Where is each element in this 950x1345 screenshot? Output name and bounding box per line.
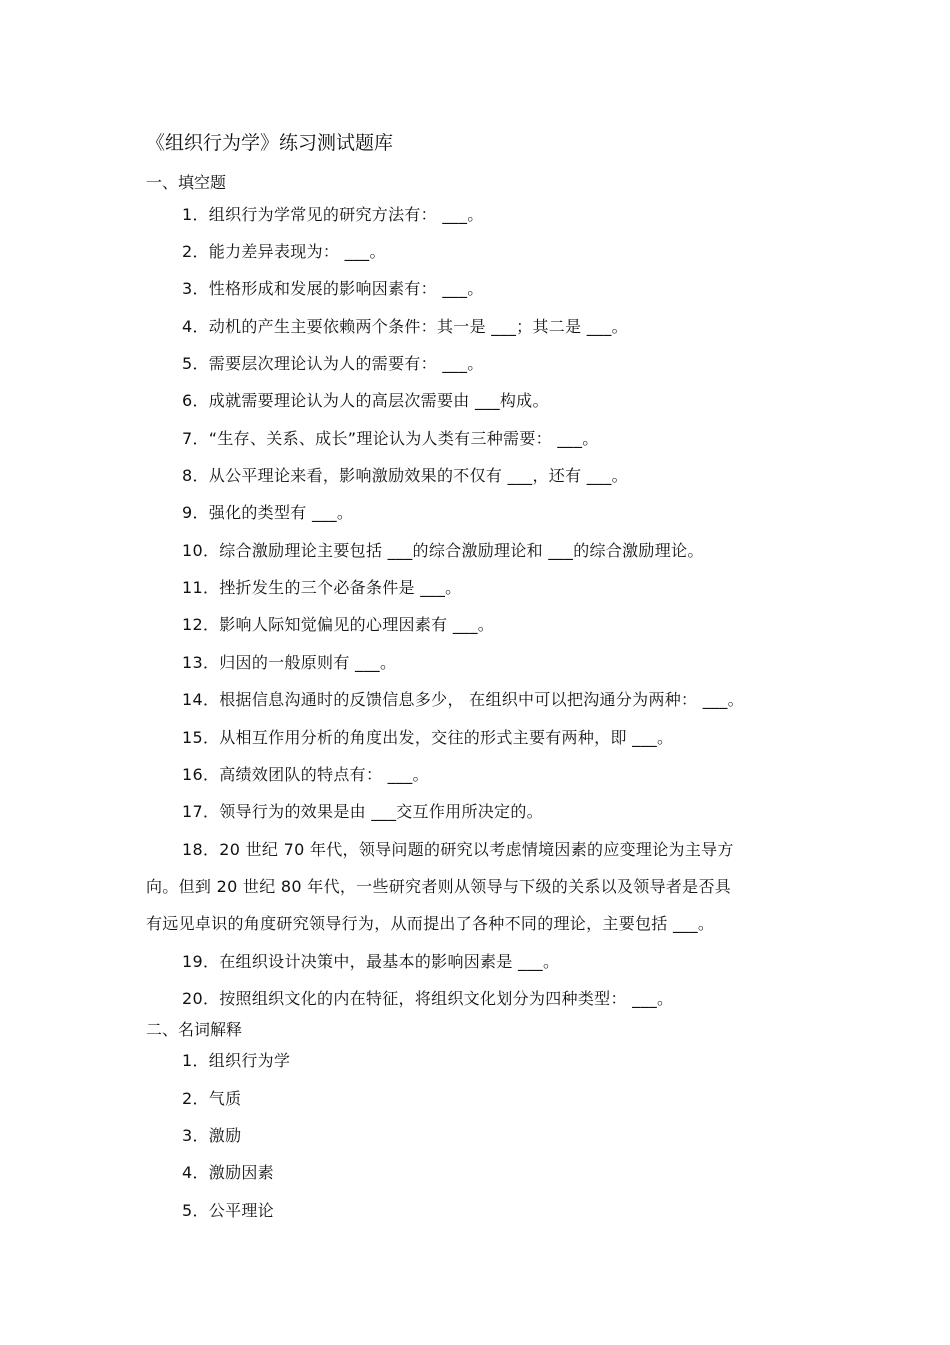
question-13: 13．归因的一般原则有 ___。 xyxy=(182,653,397,672)
question-17: 17．领导行为的效果是由 ___交互作用所决定的。 xyxy=(182,802,543,821)
question-9: 9．强化的类型有 ___。 xyxy=(182,503,354,522)
question-15: 15．从相互作用分析的角度出发，交往的形式主要有两种，即 ___。 xyxy=(182,728,674,747)
term-4: 4．激励因素 xyxy=(182,1163,274,1182)
question-18-line-1: 18．20 世纪 70 年代，领导问题的研究以考虑情境因素的应变理论为主导方 xyxy=(182,840,734,859)
question-3: 3．性格形成和发展的影响因素有： ___。 xyxy=(182,279,484,298)
term-5: 5．公平理论 xyxy=(182,1201,274,1220)
question-6: 6．成就需要理论认为人的高层次需要由 ___构成。 xyxy=(182,391,549,410)
question-5: 5．需要层次理论认为人的需要有： ___。 xyxy=(182,354,484,373)
question-20: 20．按照组织文化的内在特征，将组织文化划分为四种类型： ___。 xyxy=(182,989,674,1008)
question-18-line-2: 向。但到 20 世纪 80 年代，一些研究者则从领导与下级的关系以及领导者是否具 xyxy=(146,877,732,896)
document-title: 《组织行为学》练习测试题库 xyxy=(146,132,394,154)
question-11: 11．挫折发生的三个必备条件是 ___。 xyxy=(182,578,462,597)
question-18-line-3: 有远见卓识的角度研究领导行为，从而提出了各种不同的理论，主要包括 ___。 xyxy=(146,914,715,933)
term-1: 1．组织行为学 xyxy=(182,1051,291,1070)
question-8: 8．从公平理论来看，影响激励效果的不仅有 ___，还有 ___。 xyxy=(182,466,628,485)
question-12: 12．影响人际知觉偏见的心理因素有 ___。 xyxy=(182,615,495,634)
section-heading-term-definitions: 二、名词解释 xyxy=(146,1020,243,1039)
term-3: 3．激励 xyxy=(182,1126,242,1145)
question-19: 19．在组织设计决策中，最基本的影响因素是 ___。 xyxy=(182,952,560,971)
question-16: 16．高绩效团队的特点有： ___。 xyxy=(182,765,429,784)
question-7: 7．“生存、关系、成长”理论认为人类有三种需要： ___。 xyxy=(182,429,599,448)
question-1: 1．组织行为学常见的研究方法有： ___。 xyxy=(182,205,484,224)
term-2: 2．气质 xyxy=(182,1089,242,1108)
question-10: 10．综合激励理论主要包括 ___的综合激励理论和 ___的综合激励理论。 xyxy=(182,541,704,560)
question-14: 14．根据信息沟通时的反馈信息多少， 在组织中可以把沟通分为两种： ___。 xyxy=(182,690,744,709)
question-4: 4．动机的产生主要依赖两个条件：其一是 ___；其二是 ___。 xyxy=(182,317,628,336)
question-2: 2．能力差异表现为： ___。 xyxy=(182,242,386,261)
section-heading-fill-in: 一、填空题 xyxy=(146,173,227,192)
